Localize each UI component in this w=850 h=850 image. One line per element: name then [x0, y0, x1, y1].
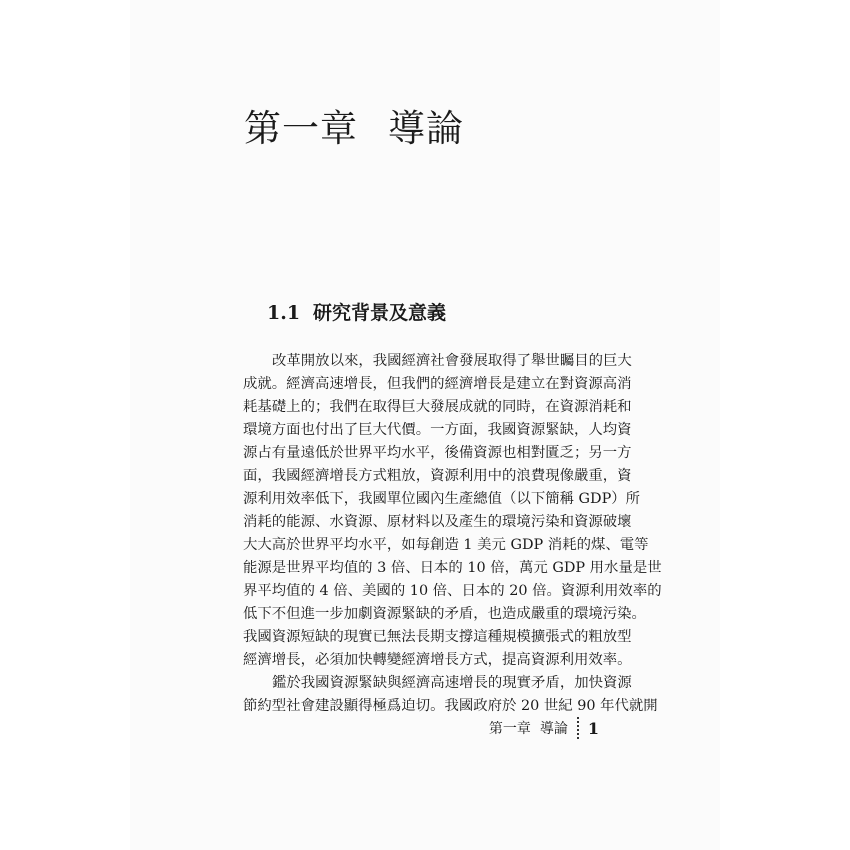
paragraph-line: 低下不但進一步加劇資源緊缺的矛盾，也造成嚴重的環境污染。	[243, 606, 646, 622]
running-head-chapter: 第一章	[488, 721, 531, 737]
chapter-number: 第一章	[244, 107, 358, 150]
paragraph-line: 我國資源短缺的現實已無法長期支撐這種規模擴張式的粗放型	[243, 629, 632, 645]
paragraph-line: 消耗的能源、水資源、原材料以及產生的環境污染和資源破壞	[243, 514, 632, 530]
section-title: 研究背景及意義	[313, 302, 447, 324]
paragraph-line: 界平均值的 4 倍、美國的 10 倍、日本的 20 倍。資源利用效率的	[243, 583, 662, 599]
page-number: 1	[587, 718, 599, 738]
paragraph-line: 大大高於世界平均水平，如每創造 1 美元 GDP 消耗的煤、電等	[243, 537, 649, 553]
paragraph-line: 節約型社會建設顯得極爲迫切。我國政府於 20 世紀 90 年代就開	[243, 698, 658, 714]
paragraph-line: 環境方面也付出了巨大代價。一方面，我國資源緊缺，人均資	[243, 422, 632, 438]
paragraph-line: 耗基礎上的；我們在取得巨大發展成就的同時，在資源消耗和	[243, 399, 632, 415]
paragraph-line: 面，我國經濟增長方式粗放，資源利用中的浪費現像嚴重，資	[243, 468, 632, 484]
running-head-title: 導論	[539, 721, 568, 737]
paragraph-line: 源利用效率低下，我國單位國內生產總值（以下簡稱 GDP）所	[243, 491, 641, 507]
section-number: 1.1	[267, 302, 301, 324]
paragraph-line: 能源是世界平均值的 3 倍、日本的 10 倍，萬元 GDP 用水量是世	[243, 560, 662, 576]
running-head	[489, 718, 568, 738]
body-text	[243, 350, 662, 718]
section-heading	[267, 298, 446, 325]
paragraph-line: 成就。經濟高速增長，但我們的經濟增長是建立在對資源高消	[243, 376, 632, 392]
paragraph-line: 源占有量遠低於世界平均水平，後備資源也相對匱乏；另一方	[243, 445, 632, 461]
page-footer	[489, 717, 599, 739]
chapter-name: 導論	[388, 107, 464, 150]
paragraph-line: 鑑於我國資源緊缺與經濟高速增長的現實矛盾，加快資源	[272, 675, 632, 691]
paragraph-line: 經濟增長，必須加快轉變經濟增長方式，提高資源利用效率。	[243, 652, 632, 668]
paragraph-line: 改革開放以來，我國經濟社會發展取得了舉世矚目的巨大	[272, 353, 632, 369]
chapter-title	[244, 98, 464, 152]
footer-divider	[577, 717, 579, 739]
